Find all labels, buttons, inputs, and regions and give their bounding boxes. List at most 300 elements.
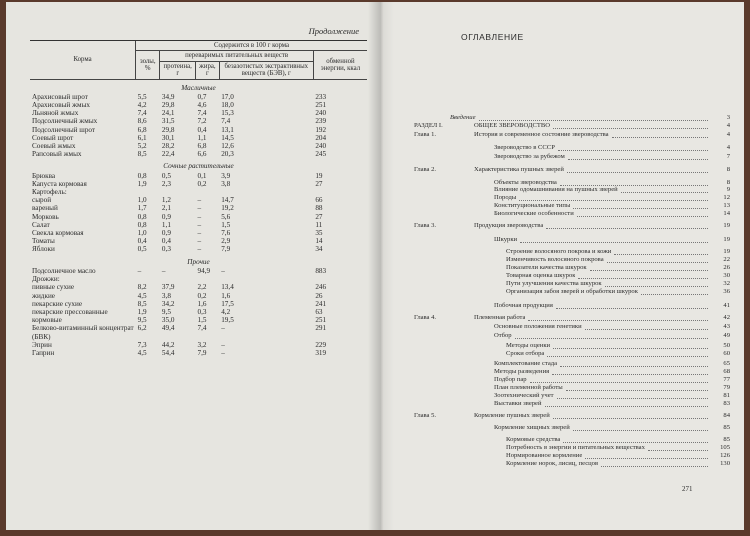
cell-ash: 4,5 (137, 291, 147, 300)
toc-entry-label: Отбор (494, 332, 512, 339)
cell-fat: – (197, 212, 202, 221)
feed-name: Картофель: (32, 188, 67, 197)
feed-name: Яблоки (32, 245, 55, 254)
cell-protein: 30,1 (161, 133, 175, 142)
feed-table-body (30, 79, 367, 357)
cell-energy: 19 (315, 171, 323, 180)
toc-entry-label: Продукция звероводства (474, 222, 544, 229)
section-title (30, 79, 367, 93)
feed-name: Подсолнечное масло (32, 266, 96, 275)
toc-entry-label: Кормление хищных зверей (494, 424, 570, 431)
cell-fat: – (197, 237, 202, 246)
cell-protein: 22,4 (161, 150, 175, 159)
continuation-note: Продолжение (308, 26, 359, 36)
cell-fat: – (197, 220, 202, 229)
toc-entry[interactable] (414, 256, 730, 264)
toc-entry[interactable] (414, 314, 730, 322)
col-nfe: безазотистых экстрактивных веществ (БЭВ), г (219, 61, 313, 79)
cell-ash: 0,8 (137, 212, 147, 221)
table-row (30, 245, 367, 253)
cell-energy: 319 (315, 348, 327, 357)
cell-nfe: 18,0 (221, 101, 234, 110)
cell-energy: 233 (315, 92, 327, 101)
cell-fat: – (197, 245, 202, 254)
cell-nfe (219, 275, 313, 283)
cell-protein: – (161, 266, 166, 275)
table-row (30, 180, 367, 188)
toc-entry-prefix: Глава 5. (414, 412, 437, 419)
toc-entry-page: 4 (726, 122, 730, 129)
table-row (30, 134, 367, 142)
toc-entry-page: 65 (723, 360, 730, 367)
cell-nfe: 14,7 (221, 196, 234, 205)
toc-entry-page: 3 (726, 114, 730, 121)
toc-entry[interactable] (414, 122, 730, 130)
page-number: 271 (682, 485, 693, 493)
cell-protein: 0,4 (161, 237, 171, 246)
cell-nfe: 3,8 (221, 179, 231, 188)
toc-entry-label: Методы разведения (494, 368, 550, 375)
cell-fat: 7,2 (197, 117, 207, 126)
cell-ash: 1,7 (137, 204, 147, 213)
toc-entry-page: 77 (723, 376, 730, 383)
toc-leader-dots (573, 424, 708, 431)
cell-ash (136, 333, 160, 341)
cell-nfe: 19,2 (221, 204, 234, 213)
table-row (30, 283, 367, 291)
cell-fat: – (197, 196, 202, 205)
toc-entry-label: Строение волосяного покрова и кожи (506, 248, 612, 255)
table-row (30, 316, 367, 324)
cell-nfe (219, 188, 313, 196)
feed-name: Рапсовый жмых (32, 150, 82, 159)
cell-nfe: 19,5 (221, 316, 234, 325)
toc-leader-dots (560, 360, 708, 367)
feed-name: пекарские сухие (32, 299, 83, 308)
toc-entry[interactable] (414, 114, 730, 122)
cell-protein: 31,5 (161, 117, 175, 126)
toc-leader-dots (557, 392, 708, 399)
cell-fat (196, 333, 220, 341)
table-row (30, 213, 367, 221)
cell-nfe: 17,5 (221, 299, 234, 308)
cell-nfe: 4,2 (221, 307, 231, 316)
cell-nfe: 3,9 (221, 171, 231, 180)
toc-entry[interactable] (414, 460, 730, 468)
toc-leader-dots (578, 272, 708, 279)
toc-leader-dots (573, 202, 708, 209)
toc-entry-label: Звероводство за рубежом (494, 153, 565, 160)
toc-entry[interactable] (414, 400, 730, 408)
cell-nfe: 17,0 (221, 92, 234, 101)
cell-energy: 251 (315, 316, 327, 325)
toc-entry-label: Методы оценки (506, 342, 551, 349)
toc-entry[interactable] (414, 272, 730, 280)
toc-entry-label: Биологические особенности (494, 210, 574, 217)
cell-energy: 204 (315, 133, 327, 142)
toc-entry-page: 83 (723, 400, 730, 407)
toc-entry[interactable] (414, 302, 730, 310)
toc-entry-label: Характеристика пушных зверей (474, 166, 564, 173)
toc-entry-page: 84 (723, 412, 730, 419)
toc-leader-dots (605, 280, 708, 287)
toc-entry-page: 19 (723, 248, 730, 255)
toc-leader-dots (479, 114, 708, 121)
cell-fat: 1,1 (197, 133, 207, 142)
left-page (6, 2, 381, 530)
cell-energy (313, 275, 367, 283)
col-contained: Содержится в 100 г корма (136, 41, 367, 51)
toc-leader-dots (558, 144, 708, 151)
cell-ash (136, 275, 160, 283)
toc-entry-page: 126 (720, 452, 730, 459)
toc-entry[interactable] (414, 444, 730, 452)
toc-entry[interactable] (414, 436, 730, 444)
toc-entry-prefix: Глава 4. (414, 314, 437, 321)
toc-leader-dots (577, 210, 708, 217)
feed-name: Эприн (32, 340, 52, 349)
toc-leader-dots (553, 342, 708, 349)
cell-energy: 192 (315, 125, 327, 134)
feed-composition-table (30, 40, 367, 357)
toc-leader-dots (552, 368, 708, 375)
toc-entry[interactable] (414, 350, 730, 358)
cell-protein (160, 188, 196, 196)
toc-entry-page: 22 (723, 256, 730, 263)
cell-ash: 4,2 (137, 101, 147, 110)
cell-ash: 8,2 (137, 283, 147, 292)
toc-entry-label: Кормовые средства (506, 436, 561, 443)
table-row (30, 126, 367, 134)
cell-nfe: 1,5 (221, 220, 231, 229)
cell-energy: 246 (315, 283, 327, 292)
toc-entry-page: 36 (723, 288, 730, 295)
cell-protein: 34,2 (161, 299, 175, 308)
toc-leader-dots (519, 194, 708, 201)
toc-entry-page: 19 (723, 222, 730, 229)
feed-name: Свекла кормовая (32, 229, 84, 238)
cell-ash: 5,2 (137, 142, 147, 151)
table-row (30, 196, 367, 204)
table-row (30, 292, 367, 300)
section-title (30, 158, 367, 171)
book-gutter (368, 2, 394, 530)
toc-entry-page: 32 (723, 280, 730, 287)
toc-leader-dots (528, 314, 708, 321)
toc-entry[interactable] (414, 264, 730, 272)
toc-entry-page: 49 (723, 332, 730, 339)
feed-name: Салат (32, 220, 50, 229)
toc-entry[interactable] (414, 342, 730, 350)
table-row (30, 221, 367, 229)
feed-name: Арахисовый жмых (32, 101, 91, 110)
toc-leader-dots (553, 122, 708, 129)
toc-entry[interactable] (414, 332, 730, 340)
toc-entry[interactable] (414, 412, 730, 420)
table-row (30, 204, 367, 212)
cell-protein: 28,2 (161, 142, 175, 151)
toc-entry[interactable] (414, 452, 730, 460)
cell-ash: 1,9 (137, 307, 147, 316)
cell-protein: 9,5 (161, 307, 171, 316)
toc-entry[interactable] (414, 166, 730, 174)
section-title-text: Сочные растительные (163, 162, 234, 171)
feed-name: сырой (32, 196, 52, 205)
toc-entry-label: Показатели качества шкурок (506, 264, 587, 271)
cell-ash: 9,5 (137, 316, 147, 325)
cell-nfe: 13,4 (221, 283, 234, 292)
toc-entry-page: 79 (723, 384, 730, 391)
toc-entry-page: 41 (723, 302, 730, 309)
feed-name: Белково-витаминный концентрат (32, 324, 134, 333)
cell-ash: 8,5 (137, 150, 147, 159)
toc-entry-label: Племенная работа (474, 314, 526, 321)
cell-ash: 1,0 (137, 229, 147, 238)
toc-entry-label: Породы (494, 194, 517, 201)
cell-ash: 5,5 (137, 92, 147, 101)
cell-protein: 37,9 (161, 283, 175, 292)
table-row (30, 300, 367, 308)
toc-leader-dots (641, 288, 708, 295)
toc-leader-dots (614, 248, 708, 255)
table-row (30, 237, 367, 245)
cell-nfe: 7,6 (221, 229, 231, 238)
toc-entry[interactable] (414, 144, 730, 152)
toc-entry[interactable] (414, 153, 730, 161)
toc-entry-page: 4 (726, 131, 730, 138)
toc-leader-dots (515, 332, 708, 339)
cell-fat (196, 275, 220, 283)
cell-fat: 0,2 (197, 179, 207, 188)
cell-energy: 27 (315, 212, 323, 221)
cell-ash: 0,8 (137, 220, 147, 229)
cell-energy: 26 (315, 291, 323, 300)
cell-ash: 6,2 (137, 324, 147, 333)
feed-name: Дрожжи: (32, 275, 60, 284)
toc-leader-dots (556, 302, 708, 309)
cell-nfe: 14,5 (221, 133, 234, 142)
cell-nfe: 1,6 (221, 291, 231, 300)
toc-entry-prefix: Глава 1. (414, 131, 437, 138)
table-row (30, 93, 367, 101)
cell-energy: 63 (315, 307, 323, 316)
cell-protein: 24,1 (161, 109, 175, 118)
cell-fat: 94,9 (197, 266, 211, 275)
toc-entry[interactable] (414, 424, 730, 432)
col-ash: золы, % (136, 51, 160, 79)
toc-entry[interactable] (414, 186, 730, 194)
cell-ash: 1,0 (137, 196, 147, 205)
col-energy: обменной энергии, ккал (313, 51, 367, 79)
cell-fat: 6,8 (197, 142, 207, 151)
cell-ash: 0,5 (137, 245, 147, 254)
cell-nfe: – (221, 266, 225, 275)
toc-leader-dots (648, 444, 708, 451)
cell-fat: 7,4 (197, 109, 207, 118)
cell-nfe: – (221, 340, 225, 349)
feed-name: Льняной жмых (32, 109, 79, 118)
cell-energy: 88 (315, 204, 323, 213)
toc-entry[interactable] (414, 210, 730, 218)
toc-entry[interactable] (414, 222, 730, 230)
toc-entry[interactable] (414, 384, 730, 392)
cell-protein: 2,1 (161, 204, 171, 213)
cell-protein (160, 275, 196, 283)
cell-protein: 3,8 (161, 291, 171, 300)
toc-leader-dots (546, 222, 708, 229)
toc-leader-dots (590, 264, 708, 271)
table-row (30, 101, 367, 109)
cell-protein: 0,9 (161, 212, 171, 221)
toc-entry[interactable] (414, 202, 730, 210)
feed-name: Брюква (32, 171, 56, 180)
section-title-text: Масличные (181, 83, 216, 92)
toc-entry-label: Сроки отбора (506, 350, 545, 357)
cell-energy: 27 (315, 179, 323, 188)
toc-entry-label: Шкурки (494, 236, 518, 243)
cell-nfe: 5,6 (221, 212, 231, 221)
table-row (30, 308, 367, 316)
table-row (30, 109, 367, 117)
cell-energy: 240 (315, 109, 327, 118)
toc-entry-page: 85 (723, 424, 730, 431)
toc-entry[interactable] (414, 368, 730, 376)
feed-name: Соевый жмых (32, 142, 76, 151)
cell-energy: 34 (315, 245, 323, 254)
feed-name: жидкие (32, 291, 55, 300)
toc-entry[interactable] (414, 280, 730, 288)
toc-title: ОГЛАВЛЕНИЕ (461, 32, 524, 42)
cell-protein: 34,9 (161, 92, 175, 101)
toc-entry[interactable] (414, 131, 730, 139)
toc-entry-page: 8 (726, 166, 730, 173)
cell-energy: 35 (315, 229, 323, 238)
cell-protein: 2,3 (161, 179, 171, 188)
toc-entry[interactable] (414, 248, 730, 256)
toc-leader-dots (545, 400, 708, 407)
toc-entry-label: Кормление пушных зверей (474, 412, 550, 419)
toc-leader-dots (607, 256, 708, 263)
table-row (30, 117, 367, 125)
toc-entry-prefix: Глава 2. (414, 166, 437, 173)
cell-fat: – (197, 204, 202, 213)
section-title (30, 254, 367, 267)
col-fat: жира, г (196, 61, 220, 79)
toc-entry-label: Изменчивость волосяного покрова (506, 256, 604, 263)
table-row (30, 324, 367, 332)
cell-protein: 54,4 (161, 348, 175, 357)
feed-name: вареный (32, 204, 58, 213)
feed-name: Арахисовый шрот (32, 92, 88, 101)
table-row (30, 142, 367, 150)
toc-entry[interactable] (414, 323, 730, 331)
toc-leader-dots (566, 384, 708, 391)
toc-leader-dots (585, 452, 708, 459)
toc-entry-page: 60 (723, 350, 730, 357)
cell-nfe: 20,3 (221, 150, 234, 159)
cell-ash: 0,4 (137, 237, 147, 246)
cell-fat: 1,5 (197, 316, 207, 325)
toc-entry-label: Пути улучшения качества шкурок (506, 280, 602, 287)
toc-entry[interactable] (414, 236, 730, 244)
toc-entry-prefix: РАЗДЕЛ I. (414, 122, 443, 129)
toc-entry-label: Организация забоя зверей и обработки шкурок (506, 288, 638, 295)
cell-protein: 1,1 (161, 220, 171, 229)
toc-entry-page: 68 (723, 368, 730, 375)
toc-entry-page: 105 (720, 444, 730, 451)
feed-name: Морковь (32, 212, 59, 221)
toc-entry-page: 8 (726, 179, 730, 186)
toc-entry-page: 7 (726, 153, 730, 160)
toc-entry-label: Побочная продукция (494, 302, 553, 309)
cell-fat: 1,6 (197, 299, 207, 308)
toc-entry[interactable] (414, 360, 730, 368)
toc-leader-dots (567, 166, 708, 173)
cell-ash: – (137, 266, 142, 275)
cell-nfe: 15,3 (221, 109, 234, 118)
cell-energy: 240 (315, 142, 327, 151)
toc-entry[interactable] (414, 288, 730, 296)
toc-entry[interactable] (414, 392, 730, 400)
cell-protein: 0,9 (161, 229, 171, 238)
cell-fat: 6,6 (197, 150, 207, 159)
toc-entry-label: Подбор пар (494, 376, 527, 383)
table-row (30, 349, 367, 357)
table-row (30, 172, 367, 180)
toc-leader-dots (585, 323, 708, 330)
toc-entry-label: Товарная оценка шкурок (506, 272, 576, 279)
toc-entry-page: 50 (723, 342, 730, 349)
cell-fat: 0,2 (197, 291, 207, 300)
cell-nfe (219, 333, 313, 341)
cell-protein: 35,0 (161, 316, 175, 325)
toc-entry[interactable] (414, 376, 730, 384)
table-row (30, 150, 367, 158)
cell-ash: 6,8 (137, 125, 147, 134)
feed-name: Томаты (32, 237, 55, 246)
table-row (30, 188, 367, 196)
cell-ash: 8,5 (137, 299, 147, 308)
book-spread (6, 2, 744, 530)
toc-leader-dots (547, 350, 708, 357)
toc-entry-page: 4 (726, 144, 730, 151)
cell-ash: 8,6 (137, 117, 147, 126)
cell-protein: 49,4 (161, 324, 175, 333)
cell-energy: 14 (315, 237, 323, 246)
feed-name: (БВК) (32, 332, 51, 341)
cell-ash: 1,9 (137, 179, 147, 188)
cell-energy: 229 (315, 340, 327, 349)
table-row (30, 267, 367, 275)
cell-protein (160, 333, 196, 341)
toc-leader-dots (563, 436, 708, 443)
toc-entry-page: 81 (723, 392, 730, 399)
toc-entry-label: Основные положения генетики (494, 323, 582, 330)
cell-ash: 0,8 (137, 171, 147, 180)
cell-fat: 0,4 (197, 125, 207, 134)
cell-ash: 7,3 (137, 340, 147, 349)
table-row (30, 275, 367, 283)
toc-entry-page: 30 (723, 272, 730, 279)
toc-entry[interactable] (414, 194, 730, 202)
feed-name: Капуста кормовая (32, 179, 87, 188)
feed-name: Подсолнечный шрот (32, 125, 96, 134)
toc-leader-dots (601, 460, 708, 467)
toc-leader-dots (612, 131, 708, 138)
toc-entry-page: 9 (726, 186, 730, 193)
toc-entry-page: 12 (723, 194, 730, 201)
cell-energy: 251 (315, 101, 327, 110)
